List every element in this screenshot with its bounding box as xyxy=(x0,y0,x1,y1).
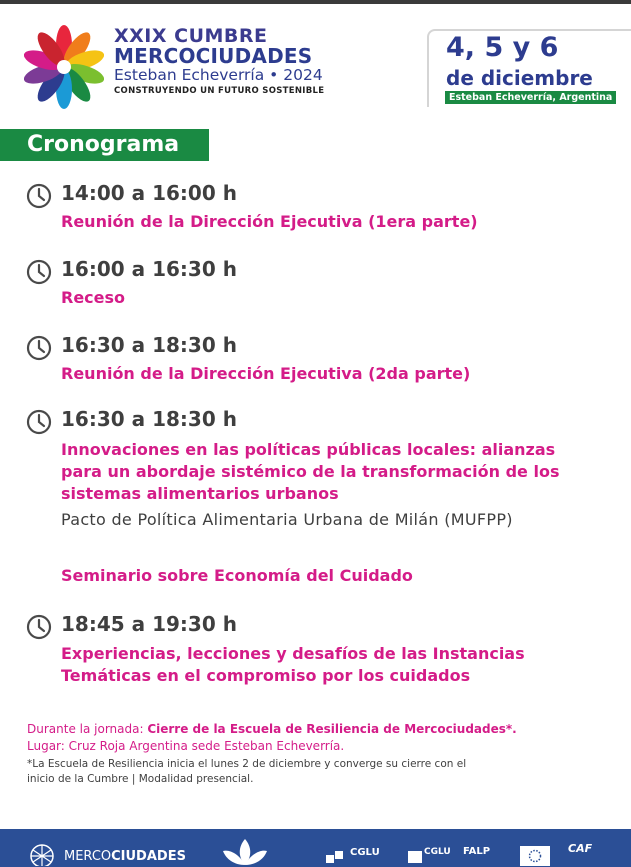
clock-icon xyxy=(26,183,52,209)
caf-wordmark: CAF xyxy=(568,842,593,855)
cumbre-logo-text xyxy=(114,26,324,97)
schedule-event-line: Innovaciones en las políticas públicas locales: alianzas xyxy=(61,440,556,459)
logo-line2: MERCOCIUDADES xyxy=(114,44,313,68)
logo-line1: XXIX CUMBRE xyxy=(114,25,268,47)
mercociudades-word-a: MERCO xyxy=(64,849,112,864)
cglu-latam-wordmark: CGLU xyxy=(424,847,451,857)
schedule-time: 16:30 a 18:30 h xyxy=(61,333,237,357)
mercociudades-logo-icon xyxy=(27,842,57,866)
date-month: de diciembre xyxy=(446,66,593,90)
eu-flag-icon xyxy=(520,846,550,866)
schedule-event-line: sistemas alimentarios urbanos xyxy=(61,484,339,503)
clock-icon xyxy=(26,614,52,640)
schedule-event: Receso xyxy=(61,288,126,307)
footer-sponsors xyxy=(0,829,631,867)
schedule-time: 16:00 a 16:30 h xyxy=(61,257,237,281)
mercociudades-wordmark xyxy=(64,849,186,864)
schedule-time: 18:45 a 19:30 h xyxy=(61,612,237,636)
footnote-line: inicio de la Cumbre | Modalidad presencial. xyxy=(27,773,254,785)
day-note-prefix: Durante la jornada: xyxy=(27,722,148,736)
schedule-event-line: Temáticas en el compromiso por los cuidados xyxy=(61,666,471,685)
cglu-latam-logo-icon xyxy=(408,851,422,863)
footnote-line: *La Escuela de Resiliencia inicia el lunes 2 de diciembre y converge su cierre con el xyxy=(27,758,467,770)
schedule-event-subtitle: Pacto de Política Alimentaria Urbana de Milán (MUFPP) xyxy=(61,510,513,529)
clock-icon xyxy=(26,335,52,361)
cglu-logo-icon xyxy=(326,851,344,863)
cumbre-flower-logo-icon xyxy=(24,24,104,110)
schedule-event: Reunión de la Dirección Ejecutiva (1era parte) xyxy=(61,212,478,231)
schedule-time: 14:00 a 16:00 h xyxy=(61,181,237,205)
mercociudades-word-b: CIUDADES xyxy=(111,849,186,864)
logo-line3: Esteban Echeverría • 2024 xyxy=(114,66,323,84)
clock-icon xyxy=(26,259,52,285)
header xyxy=(0,4,631,116)
section-title: Cronograma xyxy=(0,129,209,161)
schedule-event-line: Experiencias, lecciones y desafíos de las Instancias xyxy=(61,644,525,663)
day-note xyxy=(27,722,517,736)
schedule-extra-event: Seminario sobre Economía del Cuidado xyxy=(61,566,413,585)
day-note-location: Lugar: Cruz Roja Argentina sede Esteban Echeverría. xyxy=(27,739,345,753)
cglu-wordmark: CGLU xyxy=(350,847,380,858)
schedule-event-line: para un abordaje sistémico de la transformación de los xyxy=(61,462,560,481)
clock-icon xyxy=(26,409,52,435)
date-box xyxy=(427,29,631,107)
date-days: 4, 5 y 6 xyxy=(446,32,559,63)
schedule-event: Reunión de la Dirección Ejecutiva (2da parte) xyxy=(61,364,471,383)
date-place: Esteban Echeverría, Argentina xyxy=(445,91,616,104)
day-note-bold: Cierre de la Escuela de Resiliencia de Mercociudades*. xyxy=(147,722,517,736)
schedule-time: 16:30 a 18:30 h xyxy=(61,407,237,431)
lotus-logo-icon xyxy=(220,835,270,867)
logo-line4: CONSTRUYENDO UN FUTURO SOSTENIBLE xyxy=(114,86,325,96)
falp-wordmark: FALP xyxy=(463,846,491,857)
